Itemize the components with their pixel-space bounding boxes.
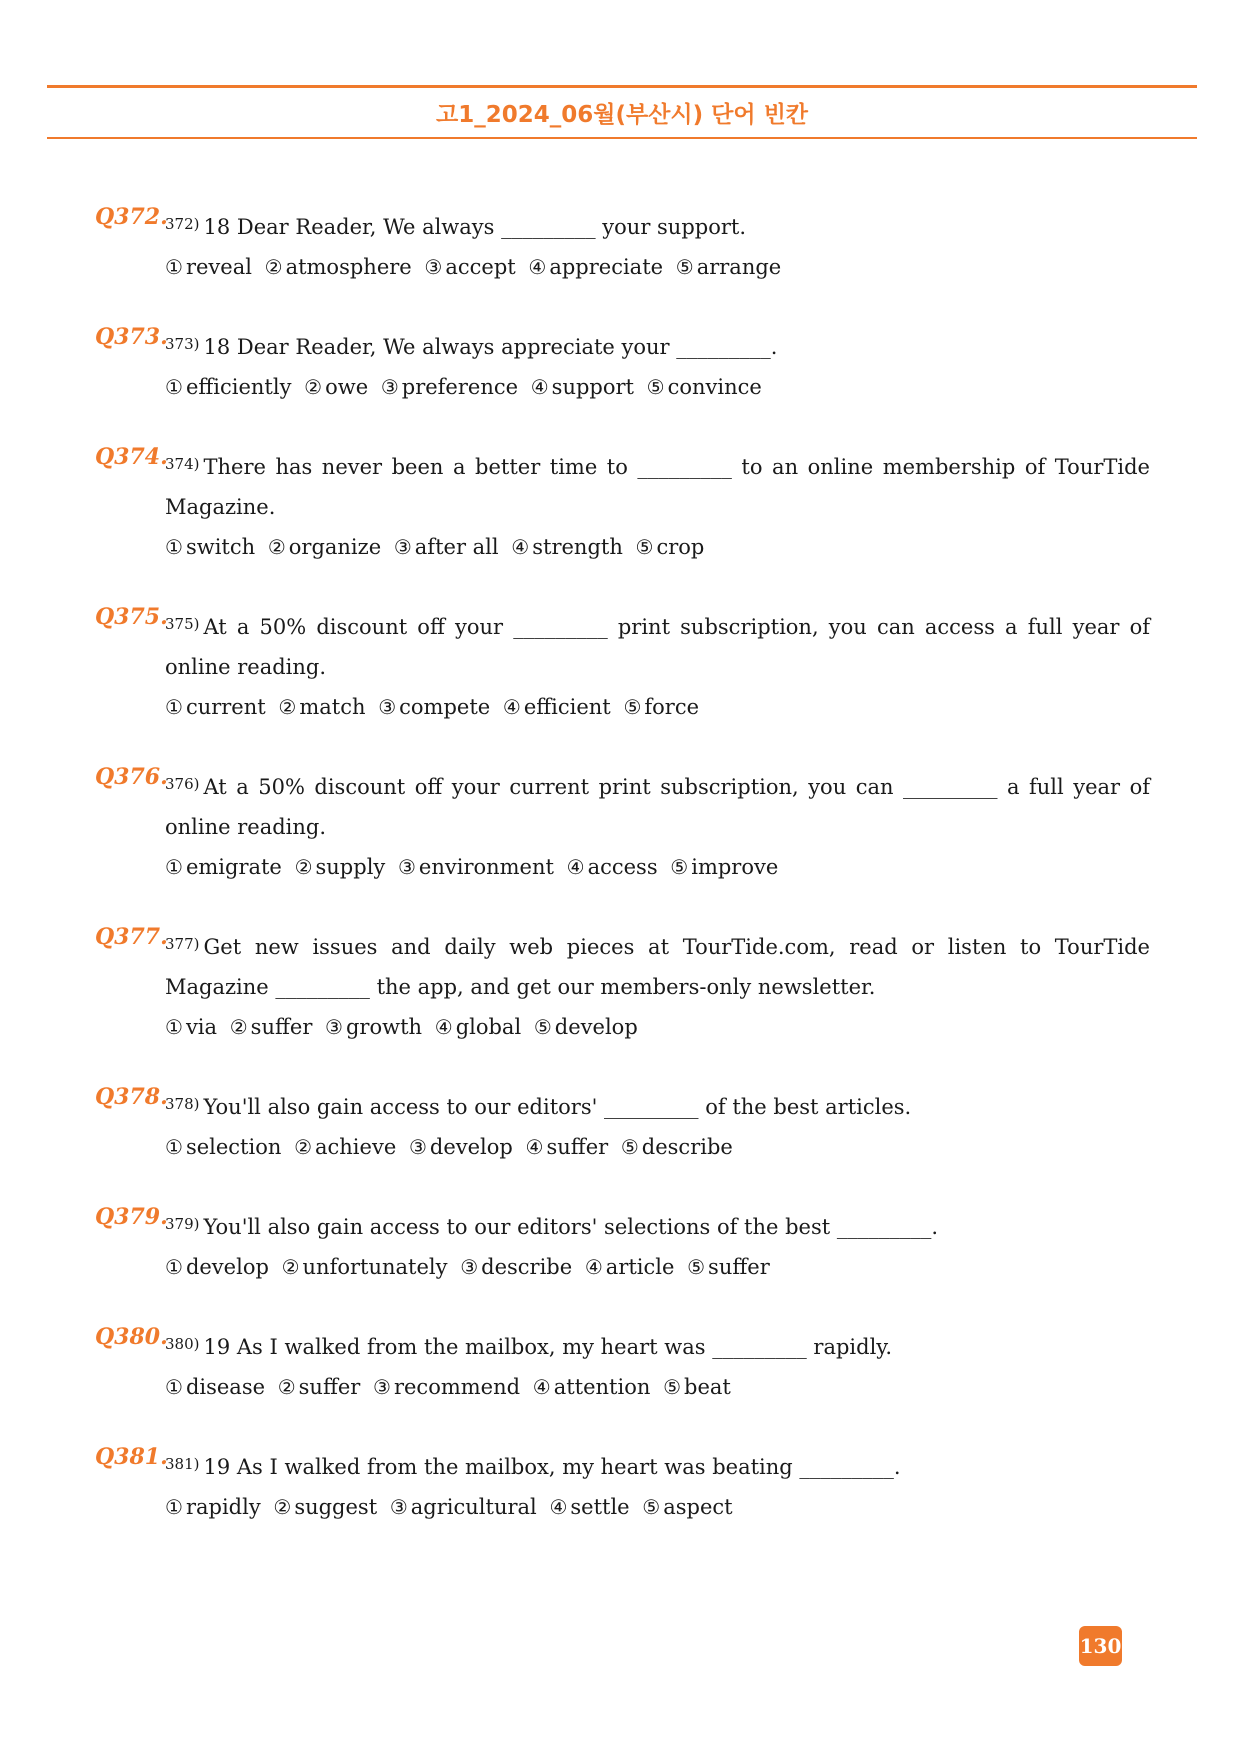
question-number: Q380. <box>95 1324 168 1350</box>
answer-choices <box>165 1007 1150 1047</box>
question-number: Q373. <box>95 324 168 350</box>
question-number: Q377. <box>95 924 168 950</box>
question-text: You'll also gain access to our editors' selections of the best _________. <box>203 1215 939 1239</box>
question-number: Q372. <box>95 204 168 230</box>
choice-3: ③ environment <box>397 855 554 879</box>
choice-5: ⑤ improve <box>670 855 779 879</box>
question-number: Q379. <box>95 1204 168 1230</box>
page-number-badge: 130 <box>1079 1626 1122 1666</box>
question-ref: 374) <box>165 455 200 473</box>
choice-4: ④ strength <box>511 535 623 559</box>
answer-choices <box>165 1367 1150 1407</box>
choice-3: ③ describe <box>460 1255 573 1279</box>
question-ref: 375) <box>165 615 200 633</box>
choice-3: ③ develop <box>408 1135 513 1159</box>
choice-4: ④ settle <box>549 1495 630 1519</box>
choice-2: ② achieve <box>294 1135 397 1159</box>
answer-choices <box>165 367 1150 407</box>
question-ref: 372) <box>165 215 200 233</box>
question-ref: 377) <box>165 935 200 953</box>
question-text: 18 Dear Reader, We always appreciate your _________. <box>203 335 778 359</box>
answer-choices <box>165 1247 1150 1287</box>
choice-2: ② owe <box>304 375 369 399</box>
choice-2: ② suffer <box>277 1375 361 1399</box>
choice-2: ② suffer <box>229 1015 313 1039</box>
choice-1: ① current <box>165 695 266 719</box>
question-block <box>95 1204 1150 1287</box>
choice-4: ④ suffer <box>525 1135 609 1159</box>
question-text: 19 As I walked from the mailbox, my heart was beating _________. <box>203 1455 901 1479</box>
question-ref: 373) <box>165 335 200 353</box>
question-block <box>95 324 1150 407</box>
choice-2: ② match <box>278 695 366 719</box>
question-number: Q378. <box>95 1084 168 1110</box>
choice-2: ② atmosphere <box>264 255 412 279</box>
choice-4: ④ appreciate <box>528 255 664 279</box>
question-block <box>95 1324 1150 1407</box>
question-ref: 378) <box>165 1095 200 1113</box>
choice-1: ① develop <box>165 1255 269 1279</box>
choice-2: ② unfortunately <box>281 1255 448 1279</box>
question-number: Q376. <box>95 764 168 790</box>
question-text: At a 50% discount off your current print subscription, you can _________ a full year of online reading. <box>165 775 1150 839</box>
choice-2: ② organize <box>267 535 382 559</box>
choice-2: ② suggest <box>273 1495 378 1519</box>
question-number: Q375. <box>95 604 168 630</box>
question-ref: 380) <box>165 1335 200 1353</box>
choice-5: ⑤ convince <box>646 375 762 399</box>
choice-2: ② supply <box>294 855 386 879</box>
choice-5: ⑤ develop <box>533 1015 638 1039</box>
choice-5: ⑤ describe <box>620 1135 733 1159</box>
page-title: 고1_2024_06월(부산시) 단어 빈칸 <box>435 102 809 128</box>
question-text: Get new issues and daily web pieces at TourTide.com, read or listen to TourTide Magazine _________ the app, and get our members-only newsletter. <box>165 935 1150 999</box>
choice-5: ⑤ arrange <box>675 255 782 279</box>
answer-choices <box>165 1127 1150 1167</box>
choice-5: ⑤ crop <box>635 535 705 559</box>
question-block <box>95 1084 1150 1167</box>
question-block <box>95 444 1150 567</box>
question-text: At a 50% discount off your _________ print subscription, you can access a full year of online reading. <box>165 615 1150 679</box>
question-ref: 381) <box>165 1455 200 1473</box>
answer-choices <box>165 247 1150 287</box>
choice-3: ③ accept <box>424 255 516 279</box>
header-bottom-rule <box>47 137 1197 139</box>
choice-4: ④ access <box>566 855 658 879</box>
question-text: 18 Dear Reader, We always _________ your support. <box>203 215 747 239</box>
question-block <box>95 604 1150 727</box>
answer-choices <box>165 1487 1150 1527</box>
question-text: 19 As I walked from the mailbox, my heart was _________ rapidly. <box>203 1335 893 1359</box>
answer-choices <box>165 527 1150 567</box>
choice-1: ① rapidly <box>165 1495 261 1519</box>
header-top-rule <box>47 85 1197 88</box>
question-number: Q381. <box>95 1444 168 1470</box>
answer-choices <box>165 687 1150 727</box>
choice-3: ③ recommend <box>373 1375 521 1399</box>
choice-3: ③ compete <box>378 695 491 719</box>
choice-1: ① efficiently <box>165 375 292 399</box>
choice-1: ① reveal <box>165 255 252 279</box>
question-block <box>95 1444 1150 1527</box>
answer-choices <box>165 847 1150 887</box>
choice-4: ④ global <box>434 1015 522 1039</box>
question-text: There has never been a better time to _________ to an online membership of TourTide Magazine. <box>165 455 1150 519</box>
choice-4: ④ attention <box>532 1375 651 1399</box>
question-ref: 379) <box>165 1215 200 1233</box>
question-ref: 376) <box>165 775 200 793</box>
question-block <box>95 204 1150 287</box>
choice-5: ⑤ aspect <box>642 1495 733 1519</box>
choice-1: ① selection <box>165 1135 282 1159</box>
choice-3: ③ growth <box>325 1015 423 1039</box>
choice-4: ④ efficient <box>502 695 611 719</box>
question-block <box>95 924 1150 1047</box>
choice-4: ④ support <box>530 375 634 399</box>
choice-3: ③ preference <box>380 375 519 399</box>
choice-5: ⑤ beat <box>663 1375 731 1399</box>
choice-1: ① emigrate <box>165 855 282 879</box>
question-block <box>95 764 1150 887</box>
question-text: You'll also gain access to our editors' _________ of the best articles. <box>203 1095 912 1119</box>
question-number: Q374. <box>95 444 168 470</box>
choice-1: ① switch <box>165 535 256 559</box>
choice-1: ① disease <box>165 1375 266 1399</box>
choice-5: ⑤ force <box>623 695 700 719</box>
choice-1: ① via <box>165 1015 218 1039</box>
choice-4: ④ article <box>584 1255 675 1279</box>
choice-3: ③ agricultural <box>389 1495 537 1519</box>
choice-3: ③ after all <box>393 535 499 559</box>
choice-5: ⑤ suffer <box>687 1255 770 1279</box>
